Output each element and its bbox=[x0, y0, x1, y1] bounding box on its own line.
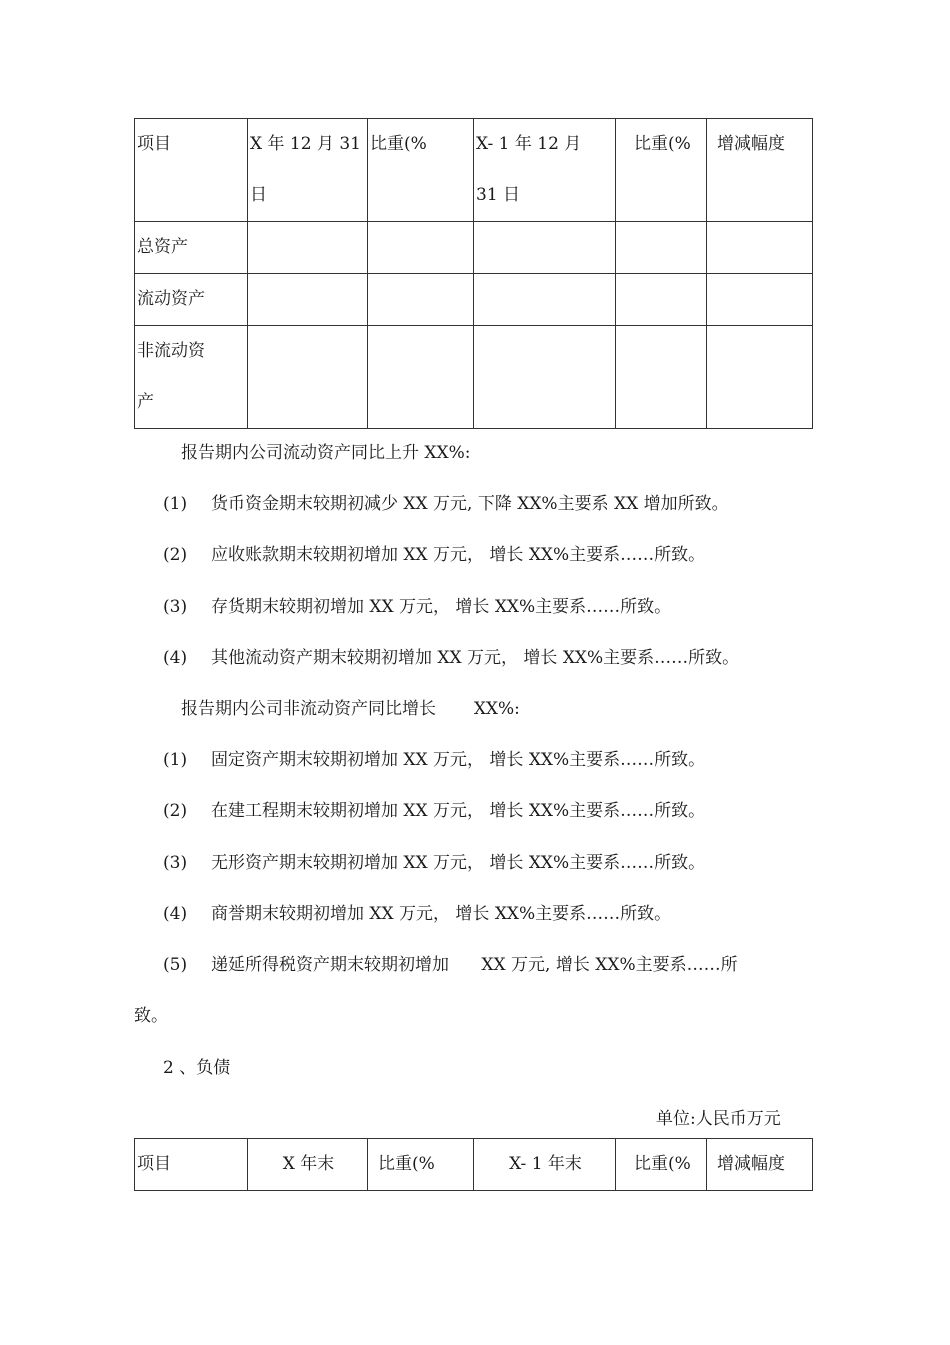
current-assets-intro: 报告期内公司流动资产同比上升 XX%: bbox=[181, 443, 471, 463]
table-cell bbox=[248, 222, 368, 274]
section-heading-liabilities: 2 、负债 bbox=[163, 1058, 231, 1078]
table-row bbox=[135, 222, 813, 274]
list-item bbox=[163, 540, 705, 565]
liabilities-table bbox=[134, 1138, 813, 1191]
table-cell bbox=[616, 274, 707, 326]
table-cell bbox=[474, 326, 616, 429]
list-item bbox=[163, 899, 671, 924]
unit-label: 单位:人民币万元 bbox=[656, 1109, 781, 1129]
item-number: (2) bbox=[163, 801, 188, 821]
header-share-prior: 比重(% bbox=[616, 1139, 707, 1191]
item-text: 应收账款期末较期初增加 XX 万元， 增长 XX%主要系……所致。 bbox=[211, 545, 706, 565]
header-prior-year-end: X- 1 年末 bbox=[474, 1139, 616, 1191]
liabilities-table-header-row bbox=[135, 1139, 813, 1191]
table-cell bbox=[368, 222, 474, 274]
assets-table bbox=[134, 118, 813, 429]
list-item bbox=[163, 592, 671, 617]
header-prior-year-end bbox=[474, 119, 616, 222]
table-cell bbox=[474, 222, 616, 274]
list-item bbox=[163, 848, 705, 873]
row-label-total-assets: 总资产 bbox=[135, 222, 248, 274]
header-current-year-end-line2: 日 bbox=[250, 185, 267, 205]
list-item bbox=[163, 745, 705, 770]
header-share-prior: 比重(% bbox=[616, 119, 707, 222]
item-number: (3) bbox=[163, 853, 188, 873]
header-current-year-end bbox=[248, 119, 368, 222]
table-cell bbox=[368, 274, 474, 326]
table-cell bbox=[248, 326, 368, 429]
row-label-noncurrent-line2: 产 bbox=[137, 392, 154, 412]
table-cell bbox=[616, 326, 707, 429]
noncurrent-assets-intro: 报告期内公司非流动资产同比增长 XX%: bbox=[181, 699, 520, 719]
item-text: 在建工程期末较期初增加 XX 万元， 增长 XX%主要系……所致。 bbox=[211, 801, 706, 821]
item-text: 固定资产期末较期初增加 XX 万元， 增长 XX%主要系……所致。 bbox=[211, 750, 706, 770]
header-prior-year-end-line1: X- 1 年 12 月 bbox=[476, 134, 582, 154]
header-current-year-end-line1: X 年 12 月 31 bbox=[250, 134, 361, 154]
table-row bbox=[135, 274, 813, 326]
item-number: (1) bbox=[163, 750, 188, 770]
item-number: (4) bbox=[163, 904, 188, 924]
list-item bbox=[163, 643, 739, 668]
list-item bbox=[163, 796, 705, 821]
table-row bbox=[135, 326, 813, 429]
item-text-continuation: 致。 bbox=[134, 1006, 168, 1026]
assets-table-header-row bbox=[135, 119, 813, 222]
table-cell bbox=[616, 222, 707, 274]
item-number: (4) bbox=[163, 648, 188, 668]
table-cell bbox=[368, 326, 474, 429]
header-share-current: 比重(% bbox=[368, 119, 474, 222]
item-text: 商誉期末较期初增加 XX 万元， 增长 XX%主要系……所致。 bbox=[211, 904, 672, 924]
header-item: 项目 bbox=[135, 119, 248, 222]
header-prior-year-end-line2: 31 日 bbox=[476, 185, 521, 205]
item-text: 递延所得税资产期末较期初增加 XX 万元, 增长 XX%主要系……所 bbox=[211, 955, 738, 975]
table-cell bbox=[707, 274, 813, 326]
row-label-current-assets: 流动资产 bbox=[135, 274, 248, 326]
row-label-noncurrent-line1: 非流动资 bbox=[137, 341, 205, 361]
table-cell bbox=[248, 274, 368, 326]
item-text: 无形资产期末较期初增加 XX 万元， 增长 XX%主要系……所致。 bbox=[211, 853, 706, 873]
header-share-current: 比重(% bbox=[368, 1139, 474, 1191]
header-item: 项目 bbox=[135, 1139, 248, 1191]
list-item bbox=[163, 489, 729, 514]
header-change-rate: 增减幅度 bbox=[707, 119, 813, 222]
item-text: 货币资金期末较期初减少 XX 万元, 下降 XX%主要系 XX 增加所致。 bbox=[211, 494, 729, 514]
header-current-year-end: X 年末 bbox=[248, 1139, 368, 1191]
table-cell bbox=[474, 274, 616, 326]
table-cell bbox=[707, 222, 813, 274]
item-text: 存货期末较期初增加 XX 万元， 增长 XX%主要系……所致。 bbox=[211, 597, 672, 617]
header-change-rate: 增减幅度 bbox=[707, 1139, 813, 1191]
item-number: (1) bbox=[163, 494, 188, 514]
row-label-noncurrent-assets bbox=[135, 326, 248, 429]
item-text: 其他流动资产期末较期初增加 XX 万元， 增长 XX%主要系……所致。 bbox=[211, 648, 740, 668]
list-item bbox=[163, 950, 738, 975]
table-cell bbox=[707, 326, 813, 429]
item-number: (5) bbox=[163, 955, 188, 975]
item-number: (3) bbox=[163, 597, 188, 617]
item-number: (2) bbox=[163, 545, 188, 565]
